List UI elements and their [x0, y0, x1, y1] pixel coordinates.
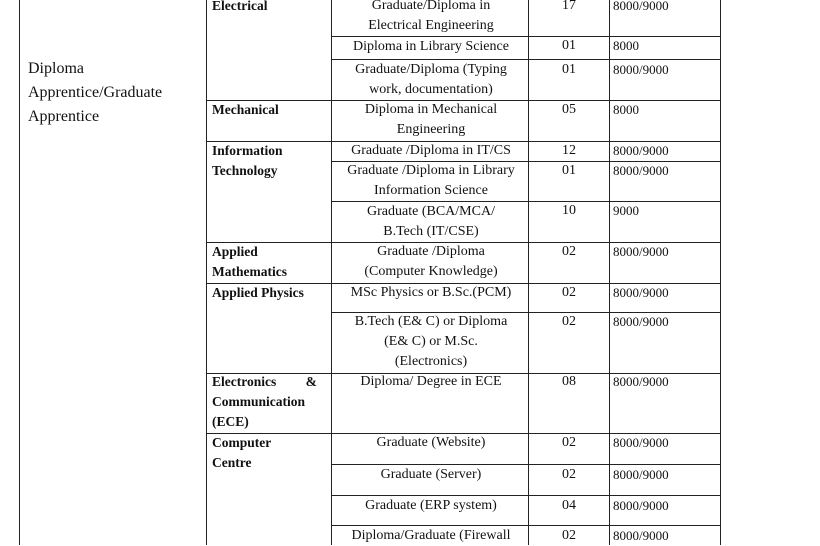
- posts-cell: 01: [562, 62, 576, 77]
- posts-cell: 12: [562, 143, 576, 158]
- department-line: Applied Physics: [212, 285, 304, 300]
- department-line: (ECE): [212, 414, 249, 429]
- qualification-line: Graduate (Website): [376, 435, 486, 450]
- qualification-cell: [334, 312, 528, 372]
- qualification-line: Graduate (ERP system): [365, 498, 497, 513]
- qualification-cell: [334, 161, 528, 201]
- category-line: Apprentice: [28, 108, 100, 125]
- department-computer-centre: [212, 433, 330, 473]
- department-line: Centre: [212, 455, 252, 470]
- qualification-line: Graduate/Diploma (Typing: [355, 62, 507, 77]
- qualification-line: Diploma in Library Science: [353, 39, 509, 54]
- column-divider-department: [206, 0, 207, 545]
- posts-cell: 02: [562, 285, 576, 300]
- category-label: [28, 57, 198, 129]
- qualification-cell: [334, 202, 528, 242]
- department-line: Mechanical: [212, 102, 279, 117]
- posts-cell: 04: [562, 498, 576, 513]
- qualification-cell: [334, 100, 528, 140]
- posts-cell: 02: [562, 528, 576, 543]
- stipend-cell: 8000/9000: [613, 143, 669, 158]
- department-applied-mathematics: [212, 242, 330, 282]
- qualification-cell: [334, 372, 528, 392]
- qualification-line: Information Science: [374, 183, 488, 198]
- qualification-line: Graduate (BCA/MCA/: [367, 204, 495, 219]
- department-line: Applied: [212, 244, 258, 259]
- stipend-cell: 8000/9000: [613, 467, 669, 482]
- qualification-line: Diploma in Mechanical: [364, 102, 498, 117]
- qualification-line: MSc Physics or B.Sc.(PCM): [350, 285, 512, 300]
- qualification-line: work, documentation): [369, 82, 493, 97]
- posts-cell: 08: [562, 374, 576, 389]
- department-line: Electronics &: [212, 374, 317, 389]
- stipend-cell: 8000/9000: [613, 62, 669, 77]
- department-applied-physics: [212, 283, 330, 303]
- stipend-cell: 8000/9000: [613, 163, 669, 178]
- department-line: Computer: [212, 435, 272, 450]
- department-line: Electrical: [212, 0, 268, 13]
- department-mechanical: [212, 100, 330, 120]
- qualification-line: Electrical Engineering: [368, 18, 494, 33]
- department-line: Technology: [212, 163, 278, 178]
- department-line: Communication: [212, 394, 306, 409]
- stipend-cell: 8000/9000: [613, 498, 669, 513]
- qualification-line: Graduate /Diploma in Library: [347, 163, 515, 178]
- posts-cell: 01: [562, 163, 576, 178]
- qualification-cell: [334, 283, 528, 303]
- qualification-line: Engineering: [396, 122, 466, 137]
- department-electrical: [212, 0, 330, 16]
- posts-cell: 05: [562, 102, 576, 117]
- qualification-cell: [334, 465, 528, 485]
- posts-cell: 02: [562, 435, 576, 450]
- table-border-left: [19, 0, 20, 545]
- posts-cell: 17: [562, 0, 576, 13]
- department-ece: [212, 372, 330, 432]
- qualification-line: B.Tech (E& C) or Diploma: [354, 314, 508, 329]
- qualification-line: B.Tech (IT/CSE): [383, 224, 479, 239]
- category-line: Diploma: [28, 60, 84, 77]
- category-line: Apprentice/Graduate: [28, 84, 163, 101]
- stipend-cell: 8000/9000: [613, 374, 669, 389]
- stipend-cell: 8000: [613, 38, 639, 53]
- department-line: Information: [212, 143, 283, 158]
- department-information-technology: [212, 141, 330, 181]
- qualification-cell: [334, 433, 528, 453]
- qualification-cell: [334, 37, 528, 57]
- posts-cell: 01: [562, 38, 576, 53]
- qualification-line: (Computer Knowledge): [364, 264, 498, 279]
- posts-cell: 02: [562, 244, 576, 259]
- qualification-line: Graduate/Diploma in: [371, 0, 491, 13]
- qualification-line: Diploma/Graduate (Firewall: [351, 528, 511, 543]
- posts-cell: 10: [562, 203, 576, 218]
- stipend-cell: 8000/9000: [613, 0, 669, 13]
- stipend-cell: 8000/9000: [613, 285, 669, 300]
- qualification-line: (E& C) or M.Sc.: [384, 334, 478, 349]
- qualification-cell: [334, 141, 528, 161]
- posts-cell: 02: [562, 467, 576, 482]
- qualification-line: Graduate /Diploma in IT/CS: [351, 143, 511, 158]
- stipend-cell: 8000: [613, 102, 639, 117]
- qualification-line: (Electronics): [394, 354, 468, 369]
- qualification-cell: [334, 242, 528, 282]
- qualification-line: Graduate (Server): [380, 467, 482, 482]
- qualification-cell: [334, 0, 528, 36]
- qualification-cell: [334, 60, 528, 100]
- qualification-line: Diploma/ Degree in ECE: [360, 374, 502, 389]
- qualification-cell: [334, 526, 528, 546]
- posts-cell: 02: [562, 314, 576, 329]
- qualification-line: Graduate /Diploma: [377, 244, 485, 259]
- department-line: Mathematics: [212, 264, 287, 279]
- stipend-cell: 8000/9000: [613, 435, 669, 450]
- stipend-cell: 8000/9000: [613, 314, 669, 329]
- stipend-cell: 8000/9000: [613, 244, 669, 259]
- qualification-cell: [334, 496, 528, 516]
- stipend-cell: 8000/9000: [613, 528, 669, 543]
- stipend-cell: 9000: [613, 203, 639, 218]
